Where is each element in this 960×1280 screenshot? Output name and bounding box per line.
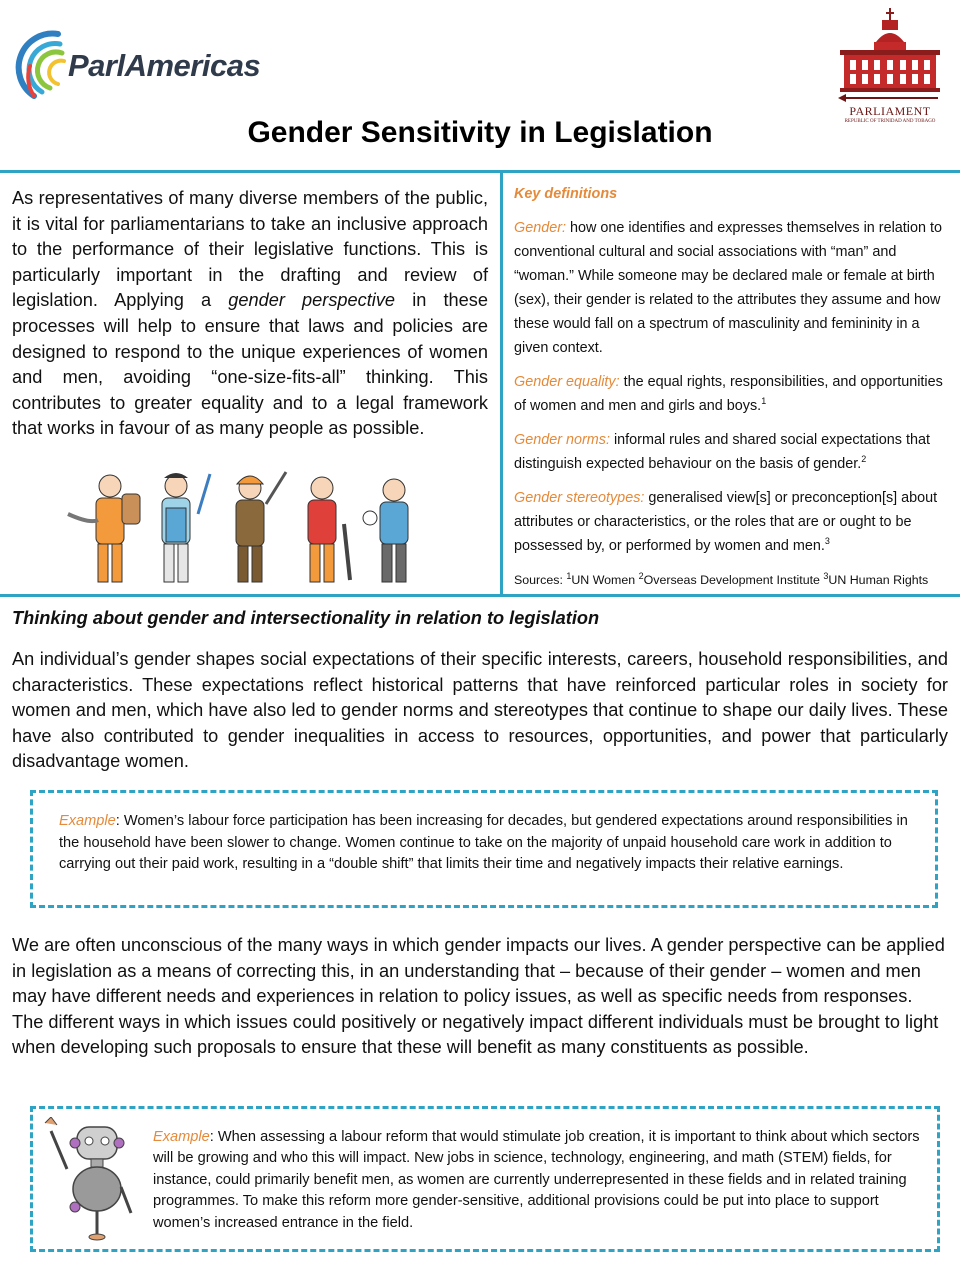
example-label: Example: [59, 813, 116, 829]
definition-item: [514, 216, 950, 360]
body-paragraph: An individual’s gender shapes social expectations of their specific interests, careers, household responsibilities, and characteristics. These expectations reflect historical patterns that have reinforced particular roles in society for women and men, which have also led to gender norms and stereotypes that continue to shape our daily lives. These have also contributed to gender inequalities in access to resources, opportunities, and power that particularly disadvantage women.: [12, 649, 948, 772]
parliament-subtitle: REPUBLIC OF TRINIDAD AND TOBAGO: [844, 119, 936, 124]
definition-text: generalised view[s] or preconception[s] about attributes or characteristics, or the roles that are or ought to be possessed by, or performed by women and men.: [514, 490, 938, 554]
intro-emphasis: gender perspective: [228, 290, 396, 311]
definition-term: Gender stereotypes:: [514, 490, 645, 506]
example-text: [153, 1127, 923, 1234]
robot-illustration-icon: [41, 1117, 141, 1243]
driller-figure: [308, 477, 350, 582]
source-name: Overseas Development Institute: [643, 573, 824, 587]
section-divider: [0, 594, 960, 597]
example-body: : When assessing a labour reform that would stimulate job creation, it is important to think about which sectors will be growing and who this will impact. New jobs in science, technology, engineering, and math (STEM) fields, for instance, could primarily benefit men, as women are currently underrepresented in these fields and in related training programmes. To make this reform more gender-sensitive, additional provisions could be put into place to support women’s increased entrance in the field.: [153, 1129, 920, 1231]
definition-item: [514, 370, 950, 418]
definition-text: the equal rights, responsibilities, and opportunities of women and men and girls and boys.: [514, 374, 943, 414]
logo-wordmark: ParlAmericas: [68, 48, 261, 83]
source-name: UN Women: [571, 573, 639, 587]
parlamericas-logo: [14, 26, 304, 106]
source-number: 1: [566, 570, 572, 581]
definition-text: informal rules and shared social expectations that distinguish expected behaviour on the basis of gender.: [514, 432, 930, 472]
source-number: 3: [823, 570, 829, 581]
intro-text-end: in these processes will help to ensure that laws and policies are designed to respond to the unique experiences of women and men, avoiding “one-size-fits-all” thinking. This contributes to greater equality and to a legal framework that works in favour of as many people as possible.: [12, 290, 488, 439]
workers-illustration: [60, 464, 436, 592]
key-definitions-panel: [514, 182, 950, 592]
definition-item: [514, 428, 950, 476]
title-divider: [0, 170, 960, 173]
example-text: [59, 811, 909, 876]
construction-worker-figure: [236, 472, 286, 582]
firefighter-figure: [68, 475, 140, 582]
definition-item: [514, 486, 950, 558]
definition-term: Gender norms:: [514, 432, 610, 448]
definition-text: how one identifies and expresses themselves in relation to conventional cultural and social associations with “man” and “woman.” While someone may be declared male or female at birth (sex), their gender is related to the attributes they assume and how these would fall on a spectrum of masculinity and femininity in a given context.: [514, 220, 942, 356]
column-divider: [500, 172, 503, 596]
section-heading: Thinking about gender and intersectionality in relation to legislation: [12, 608, 600, 628]
parliament-building-icon: [836, 8, 944, 104]
definition-term: Gender:: [514, 220, 566, 236]
example-box: [30, 790, 938, 908]
body-paragraph: We are often unconscious of the many ways in which gender impacts our lives. A gender perspective can be applied in legislation as a means of correcting this, in an understanding that – because of their gender – women and men may have different needs and experiences in relation to policy issues, as well as specific needs from responses. The different ways in which issues could positively or negatively impact different individuals must be brought to light when developing such proposals to ensure that these will benefit as many constituents as possible.: [12, 935, 945, 1058]
footnote-marker: 2: [861, 454, 867, 465]
scientist-figure: [363, 479, 408, 582]
example-label: Example: [153, 1129, 210, 1145]
intro-paragraph: [12, 186, 488, 442]
source-number: 2: [638, 570, 644, 581]
parliament-logo: [836, 8, 944, 128]
intro-text-start: As representatives of many diverse members of the public, it is vital for parliamentarians to take an inclusive approach to the performance of their legislative functions. This is particularly important in the drafting and review of legislation. Applying a: [12, 188, 488, 311]
cook-figure: [162, 473, 210, 582]
definition-term: Gender equality:: [514, 374, 620, 390]
example-box: [30, 1106, 940, 1252]
parliament-wordmark: PARLIAMENT: [849, 104, 931, 118]
footnote-marker: 3: [824, 536, 830, 547]
sources-label: Sources:: [514, 573, 567, 587]
sources-line: [514, 568, 950, 592]
page-title: Gender Sensitivity in Legislation: [247, 116, 713, 149]
source-name: UN Human Rights: [828, 573, 929, 587]
footnote-marker: 1: [761, 396, 767, 407]
example-body: : Women’s labour force participation has been increasing for decades, but gendered expectations around responsibilities in the household have been slower to change. Women continue to take on the majority of unpaid household care work in addition to carrying out their paid work, resulting in a “double shift” that limits their time and negatively impacts their relative earnings.: [59, 813, 908, 873]
definitions-heading: Key definitions: [514, 186, 618, 202]
